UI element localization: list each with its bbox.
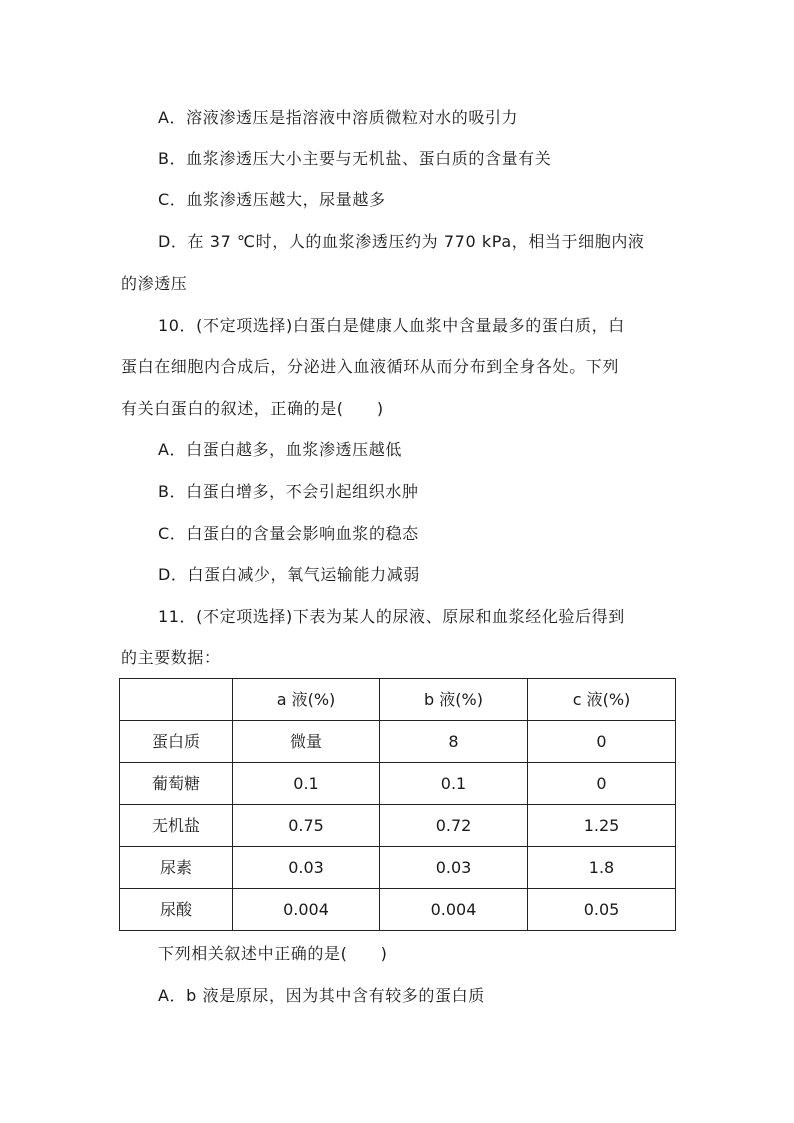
table-header-cell: c 液(%) bbox=[528, 679, 676, 721]
q11-stem-line2: 的主要数据： bbox=[121, 648, 221, 667]
table-row-label: 无机盐 bbox=[120, 805, 233, 847]
table-cell: 0.03 bbox=[233, 847, 380, 889]
q10-stem-line3: 有关白蛋白的叙述，正确的是( ) bbox=[121, 399, 384, 418]
table-cell: 1.25 bbox=[528, 805, 676, 847]
table-header-row bbox=[120, 679, 676, 721]
table-cell: 1.8 bbox=[528, 847, 676, 889]
table-row-label: 蛋白质 bbox=[120, 721, 233, 763]
table-header-cell: b 液(%) bbox=[380, 679, 528, 721]
q9-option-a: A．溶液渗透压是指溶液中溶质微粒对水的吸引力 bbox=[158, 108, 519, 127]
q10-stem-line2: 蛋白在细胞内合成后，分泌进入血液循环从而分布到全身各处。下列 bbox=[121, 357, 620, 376]
table-row-label: 葡萄糖 bbox=[120, 763, 233, 805]
data-table bbox=[119, 678, 676, 931]
table-cell: 8 bbox=[380, 721, 528, 763]
table-cell: 0.75 bbox=[233, 805, 380, 847]
q11-follow-up: 下列相关叙述中正确的是( ) bbox=[158, 944, 388, 963]
q10-stem-line1: 10．(不定项选择)白蛋白是健康人血浆中含量最多的蛋白质，白 bbox=[158, 316, 625, 335]
q10-option-c: C．白蛋白的含量会影响血浆的稳态 bbox=[158, 524, 419, 543]
table-cell: 0 bbox=[528, 721, 676, 763]
table-row bbox=[120, 805, 676, 847]
table-row-label: 尿素 bbox=[120, 847, 233, 889]
table-cell: 0.004 bbox=[233, 889, 380, 931]
table-row-label: 尿酸 bbox=[120, 889, 233, 931]
q9-option-c: C．血浆渗透压越大，尿量越多 bbox=[158, 190, 386, 209]
table-cell: 0.03 bbox=[380, 847, 528, 889]
table-cell: 0.004 bbox=[380, 889, 528, 931]
q10-option-a: A．白蛋白越多，血浆渗透压越低 bbox=[158, 440, 402, 459]
q11-option-a: A．b 液是原尿，因为其中含有较多的蛋白质 bbox=[158, 986, 485, 1005]
table-row bbox=[120, 889, 676, 931]
table-cell: 0.1 bbox=[380, 763, 528, 805]
q9-option-d-line2: 的渗透压 bbox=[121, 274, 188, 293]
table-header-cell: a 液(%) bbox=[233, 679, 380, 721]
table-row bbox=[120, 721, 676, 763]
table-header-cell bbox=[120, 679, 233, 721]
q10-option-d: D．白蛋白减少，氧气运输能力减弱 bbox=[158, 565, 420, 584]
q9-option-b: B．血浆渗透压大小主要与无机盐、蛋白质的含量有关 bbox=[158, 149, 552, 168]
table-cell: 0.1 bbox=[233, 763, 380, 805]
table-row bbox=[120, 763, 676, 805]
table-cell: 0.72 bbox=[380, 805, 528, 847]
q11-stem-line1: 11．(不定项选择)下表为某人的尿液、原尿和血浆经化验后得到 bbox=[158, 607, 625, 626]
table-cell: 0.05 bbox=[528, 889, 676, 931]
q10-option-b: B．白蛋白增多，不会引起组织水肿 bbox=[158, 482, 419, 501]
q9-option-d-line1: D．在 37 ℃时，人的血浆渗透压约为 770 kPa，相当于细胞内液 bbox=[158, 232, 645, 251]
table-row bbox=[120, 847, 676, 889]
table-cell: 0 bbox=[528, 763, 676, 805]
table-cell: 微量 bbox=[233, 721, 380, 763]
